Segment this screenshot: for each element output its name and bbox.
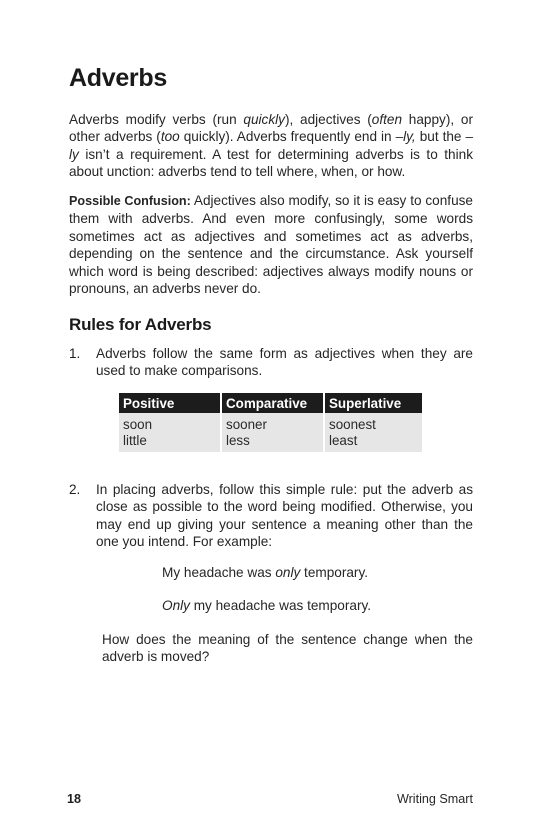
rule-item-1: [69, 345, 473, 380]
rules-heading: Rules for Adverbs: [69, 315, 212, 334]
example1-pre: My headache was: [162, 565, 276, 580]
example1-post: temporary.: [300, 565, 369, 580]
example2-post: my headache was temporary.: [189, 598, 372, 613]
intro-text-2: ), adjectives (: [284, 112, 372, 127]
table-row: [119, 433, 422, 452]
table-header-row: [119, 393, 422, 413]
rule-text-1: Adverbs follow the same form as adjectives when they are used to make comparisons.: [96, 346, 473, 379]
intro-text-4: quickly). Adverbs frequently end in: [179, 129, 396, 145]
example-sentence-1: [162, 565, 368, 580]
table-cell: less: [221, 433, 324, 452]
confusion-paragraph: [69, 192, 473, 297]
intro-emphasis-too: too: [160, 129, 180, 145]
confusion-text: Adjectives also modify, so it is easy to confuse them with adverbs. And even more confusingly, some words sometimes act as adjectives and sometimes act as adverbs, depending on the sentence and the circumstance. Ask yourself which word is being described: adjectives always modify nouns or pronouns, an adverbs never do.: [69, 193, 473, 297]
intro-text-5: but the: [415, 129, 466, 145]
example1-emphasis: only: [275, 565, 301, 580]
rule-number-1: 1.: [69, 346, 81, 361]
rule-text-2: In placing adverbs, follow this simple rule: put the adverb as close as possible to the word being modified. Otherwise, you may end up giving your sentence a meaning other than the one you intend. For example:: [96, 482, 473, 550]
intro-emphasis-quickly: quickly: [243, 112, 285, 127]
example-sentence-2: [162, 598, 371, 613]
table-cell: sooner: [221, 413, 324, 433]
question-text: How does the meaning of the sentence change when the adverb is moved?: [102, 632, 473, 665]
intro-text-6: isn’t a requirement. A test for determining adverbs is to think about unction: adverbs tend to tell where, when, or how.: [69, 146, 473, 180]
table-cell: little: [119, 433, 221, 452]
intro-paragraph: [69, 111, 473, 181]
header-positive: Positive: [119, 393, 221, 413]
header-superlative: Superlative: [324, 393, 422, 413]
example2-emphasis: Only: [162, 598, 190, 613]
intro-emphasis-often: often: [371, 112, 403, 127]
table-cell: soonest: [324, 413, 422, 433]
rule-item-2: [69, 481, 473, 551]
comparison-table: [119, 393, 422, 452]
page-title: Adverbs: [69, 64, 167, 92]
intro-text-1: Adverbs modify verbs (run: [69, 112, 244, 127]
intro-emphasis-ly-2: –ly: [69, 129, 474, 162]
table-cell: least: [324, 433, 422, 452]
intro-emphasis-ly: –ly,: [395, 129, 416, 145]
running-footer-title: Writing Smart: [396, 792, 473, 806]
intro-text-3: happy), or other adverbs (: [69, 112, 473, 145]
header-comparative: Comparative: [221, 393, 324, 413]
table-row: [119, 413, 422, 433]
confusion-label: Possible Confusion:: [69, 194, 191, 208]
table-cell: soon: [119, 413, 221, 433]
rule-number-2: 2.: [69, 482, 81, 497]
page-number: 18: [67, 792, 82, 806]
